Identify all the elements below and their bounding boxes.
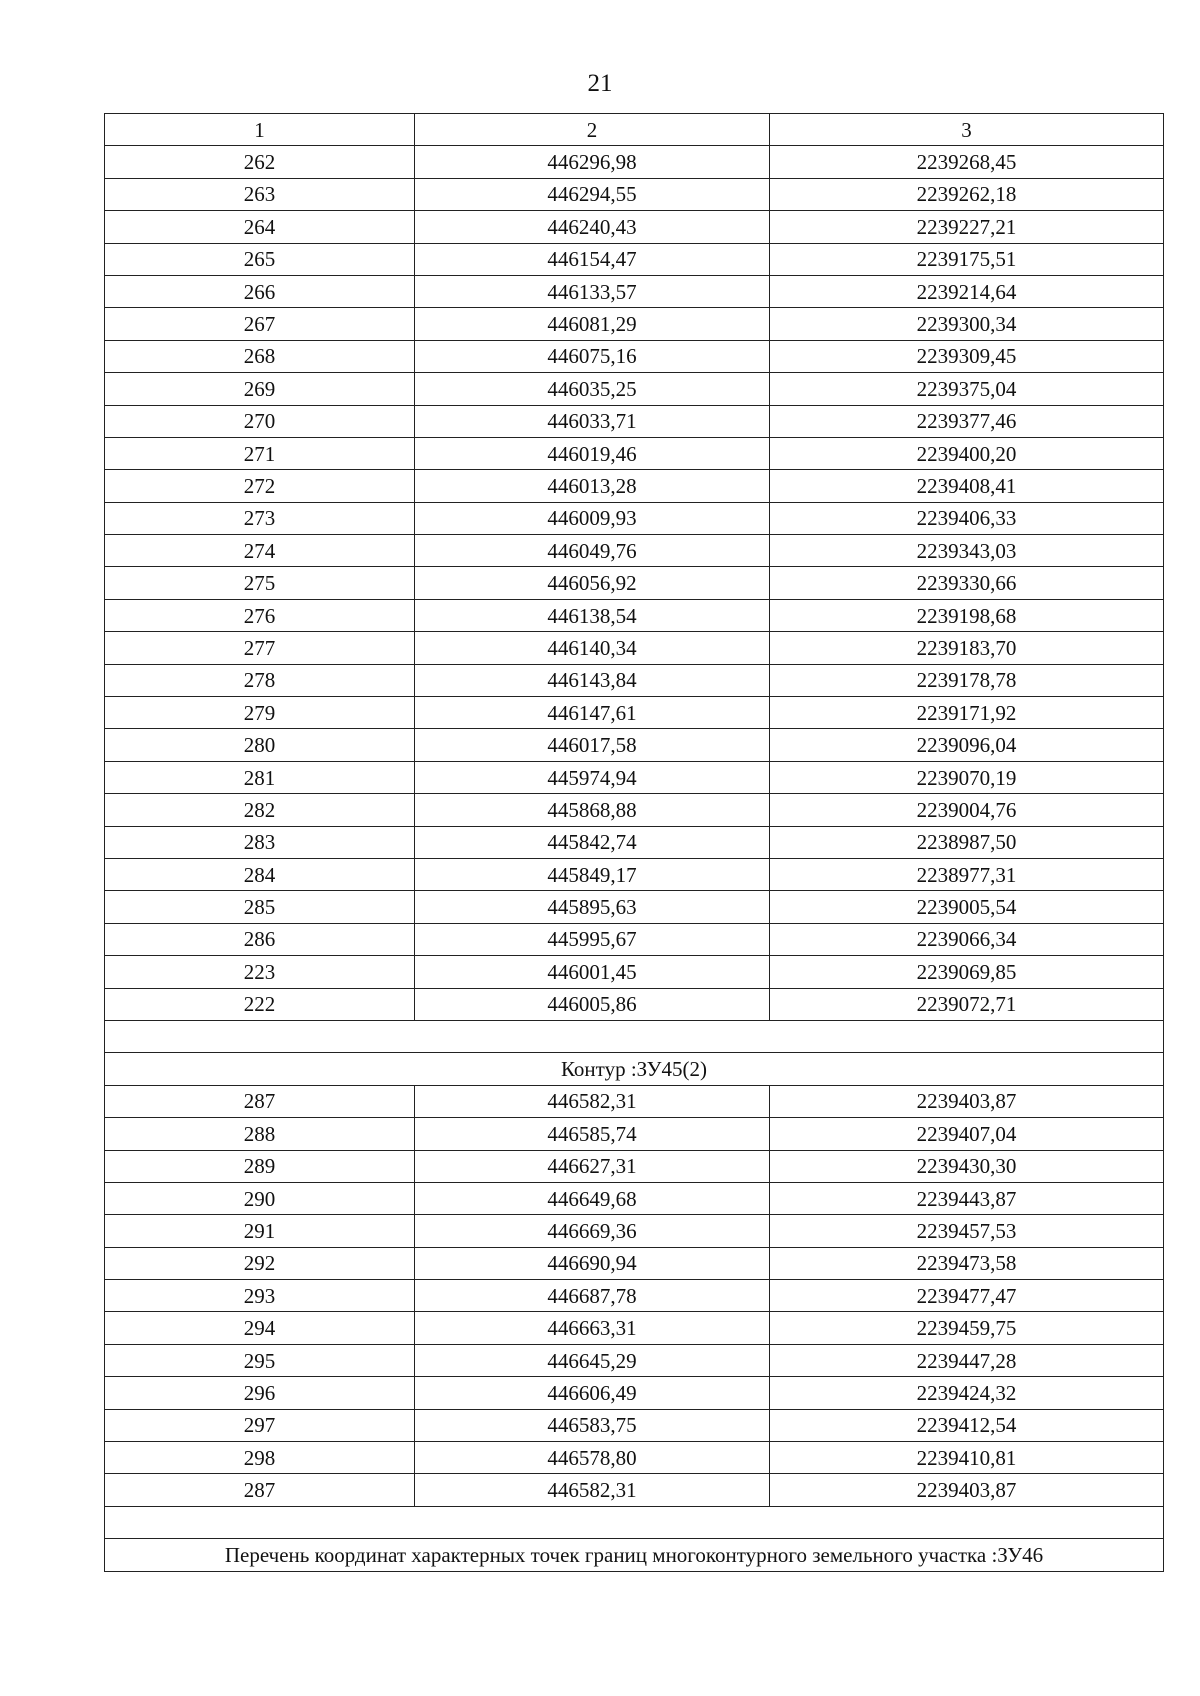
column-header-2: 2: [415, 114, 770, 146]
y-coordinate-cell: 2239072,71: [770, 988, 1164, 1020]
point-number-cell: 296: [105, 1377, 415, 1409]
x-coordinate-cell: 446005,86: [415, 988, 770, 1020]
point-number-cell: 287: [105, 1085, 415, 1117]
table-row: [105, 535, 1164, 567]
y-coordinate-cell: 2239198,68: [770, 599, 1164, 631]
y-coordinate-cell: 2239343,03: [770, 535, 1164, 567]
point-number-cell: 284: [105, 858, 415, 890]
y-coordinate-cell: 2239407,04: [770, 1118, 1164, 1150]
y-coordinate-cell: 2239424,32: [770, 1377, 1164, 1409]
x-coordinate-cell: 446669,36: [415, 1215, 770, 1247]
point-number-cell: 266: [105, 275, 415, 307]
table-row: [105, 1150, 1164, 1182]
x-coordinate-cell: 446133,57: [415, 275, 770, 307]
table-row: [105, 340, 1164, 372]
y-coordinate-cell: 2239070,19: [770, 761, 1164, 793]
table-row: [105, 1215, 1164, 1247]
point-number-cell: 222: [105, 988, 415, 1020]
point-number-cell: 280: [105, 729, 415, 761]
point-number-cell: 223: [105, 956, 415, 988]
point-number-cell: 271: [105, 437, 415, 469]
y-coordinate-cell: 2239268,45: [770, 146, 1164, 178]
y-coordinate-cell: 2239214,64: [770, 275, 1164, 307]
y-coordinate-cell: 2239403,87: [770, 1085, 1164, 1117]
table-row: [105, 826, 1164, 858]
y-coordinate-cell: 2239066,34: [770, 923, 1164, 955]
x-coordinate-cell: 445995,67: [415, 923, 770, 955]
point-number-cell: 262: [105, 146, 415, 178]
point-number-cell: 287: [105, 1474, 415, 1506]
x-coordinate-cell: 446009,93: [415, 502, 770, 534]
table-row: [105, 858, 1164, 890]
y-coordinate-cell: 2239309,45: [770, 340, 1164, 372]
point-number-cell: 289: [105, 1150, 415, 1182]
point-number-cell: 298: [105, 1442, 415, 1474]
point-number-cell: 297: [105, 1409, 415, 1441]
y-coordinate-cell: 2239227,21: [770, 211, 1164, 243]
header-row: [105, 114, 1164, 146]
table-row: [105, 1474, 1164, 1506]
x-coordinate-cell: 446019,46: [415, 437, 770, 469]
point-number-cell: 288: [105, 1118, 415, 1150]
y-coordinate-cell: 2238987,50: [770, 826, 1164, 858]
x-coordinate-cell: 446013,28: [415, 470, 770, 502]
point-number-cell: 294: [105, 1312, 415, 1344]
x-coordinate-cell: 446606,49: [415, 1377, 770, 1409]
table-row: [105, 729, 1164, 761]
y-coordinate-cell: 2239473,58: [770, 1247, 1164, 1279]
x-coordinate-cell: 446140,34: [415, 632, 770, 664]
x-coordinate-cell: 445849,17: [415, 858, 770, 890]
table-row: [105, 1280, 1164, 1312]
point-number-cell: 277: [105, 632, 415, 664]
x-coordinate-cell: 446578,80: [415, 1442, 770, 1474]
table-row: [105, 1118, 1164, 1150]
point-number-cell: 286: [105, 923, 415, 955]
table-row: [105, 794, 1164, 826]
coordinates-table: [104, 113, 1164, 1572]
y-coordinate-cell: 2239004,76: [770, 794, 1164, 826]
x-coordinate-cell: 446147,61: [415, 697, 770, 729]
page-number: 21: [587, 70, 613, 97]
y-coordinate-cell: 2239069,85: [770, 956, 1164, 988]
y-coordinate-cell: 2239459,75: [770, 1312, 1164, 1344]
x-coordinate-cell: 445895,63: [415, 891, 770, 923]
point-number-cell: 274: [105, 535, 415, 567]
table-row: [105, 178, 1164, 210]
y-coordinate-cell: 2239096,04: [770, 729, 1164, 761]
y-coordinate-cell: 2239430,30: [770, 1150, 1164, 1182]
blank-separator: [105, 1506, 1164, 1538]
point-number-cell: 281: [105, 761, 415, 793]
y-coordinate-cell: 2239403,87: [770, 1474, 1164, 1506]
table-row: [105, 891, 1164, 923]
contour-heading-row: [105, 1053, 1164, 1085]
y-coordinate-cell: 2239400,20: [770, 437, 1164, 469]
x-coordinate-cell: 445842,74: [415, 826, 770, 858]
point-number-cell: 283: [105, 826, 415, 858]
x-coordinate-cell: 446690,94: [415, 1247, 770, 1279]
x-coordinate-cell: 446240,43: [415, 211, 770, 243]
table-row: [105, 599, 1164, 631]
x-coordinate-cell: 446585,74: [415, 1118, 770, 1150]
x-coordinate-cell: 446663,31: [415, 1312, 770, 1344]
point-number-cell: 268: [105, 340, 415, 372]
point-number-cell: 291: [105, 1215, 415, 1247]
column-header-1: 1: [105, 114, 415, 146]
point-number-cell: 278: [105, 664, 415, 696]
x-coordinate-cell: 446001,45: [415, 956, 770, 988]
x-coordinate-cell: 446033,71: [415, 405, 770, 437]
x-coordinate-cell: 446296,98: [415, 146, 770, 178]
x-coordinate-cell: 446582,31: [415, 1474, 770, 1506]
x-coordinate-cell: 445974,94: [415, 761, 770, 793]
x-coordinate-cell: 446138,54: [415, 599, 770, 631]
table-row: [105, 1344, 1164, 1376]
table-row: [105, 1377, 1164, 1409]
table-row: [105, 373, 1164, 405]
section-footer-heading: Перечень координат характерных точек границ многоконтурного земельного участка :ЗУ46: [105, 1539, 1164, 1571]
table-row: [105, 437, 1164, 469]
y-coordinate-cell: 2239330,66: [770, 567, 1164, 599]
y-coordinate-cell: 2239171,92: [770, 697, 1164, 729]
table-row: [105, 664, 1164, 696]
x-coordinate-cell: 446081,29: [415, 308, 770, 340]
point-number-cell: 273: [105, 502, 415, 534]
y-coordinate-cell: 2239477,47: [770, 1280, 1164, 1312]
x-coordinate-cell: 446583,75: [415, 1409, 770, 1441]
table-row: [105, 923, 1164, 955]
x-coordinate-cell: 446075,16: [415, 340, 770, 372]
coordinates-table-body: [105, 114, 1164, 1572]
y-coordinate-cell: 2239175,51: [770, 243, 1164, 275]
y-coordinate-cell: 2239178,78: [770, 664, 1164, 696]
x-coordinate-cell: 446687,78: [415, 1280, 770, 1312]
point-number-cell: 265: [105, 243, 415, 275]
table-row: [105, 1312, 1164, 1344]
y-coordinate-cell: 2239183,70: [770, 632, 1164, 664]
point-number-cell: 279: [105, 697, 415, 729]
table-row: [105, 1442, 1164, 1474]
point-number-cell: 285: [105, 891, 415, 923]
table-row: [105, 470, 1164, 502]
point-number-cell: 290: [105, 1182, 415, 1214]
point-number-cell: 264: [105, 211, 415, 243]
table-row: [105, 761, 1164, 793]
point-number-cell: 267: [105, 308, 415, 340]
table-row: [105, 1409, 1164, 1441]
x-coordinate-cell: 446645,29: [415, 1344, 770, 1376]
table-row: [105, 243, 1164, 275]
x-coordinate-cell: 446035,25: [415, 373, 770, 405]
table-row: [105, 632, 1164, 664]
x-coordinate-cell: 446649,68: [415, 1182, 770, 1214]
table-row: [105, 405, 1164, 437]
table-row: [105, 697, 1164, 729]
y-coordinate-cell: 2239406,33: [770, 502, 1164, 534]
section-footer-heading-row: [105, 1539, 1164, 1571]
point-number-cell: 276: [105, 599, 415, 631]
blank-separator: [105, 1020, 1164, 1052]
x-coordinate-cell: 446049,76: [415, 535, 770, 567]
table-row: [105, 567, 1164, 599]
y-coordinate-cell: 2238977,31: [770, 858, 1164, 890]
blank-separator-row: [105, 1506, 1164, 1538]
table-row: [105, 1085, 1164, 1117]
y-coordinate-cell: 2239300,34: [770, 308, 1164, 340]
y-coordinate-cell: 2239262,18: [770, 178, 1164, 210]
table-row: [105, 1247, 1164, 1279]
point-number-cell: 293: [105, 1280, 415, 1312]
table-row: [105, 146, 1164, 178]
x-coordinate-cell: 446627,31: [415, 1150, 770, 1182]
y-coordinate-cell: 2239408,41: [770, 470, 1164, 502]
y-coordinate-cell: 2239375,04: [770, 373, 1164, 405]
y-coordinate-cell: 2239447,28: [770, 1344, 1164, 1376]
point-number-cell: 282: [105, 794, 415, 826]
table-row: [105, 988, 1164, 1020]
table-row: [105, 502, 1164, 534]
y-coordinate-cell: 2239377,46: [770, 405, 1164, 437]
x-coordinate-cell: 446143,84: [415, 664, 770, 696]
x-coordinate-cell: 446582,31: [415, 1085, 770, 1117]
point-number-cell: 272: [105, 470, 415, 502]
point-number-cell: 270: [105, 405, 415, 437]
point-number-cell: 295: [105, 1344, 415, 1376]
x-coordinate-cell: 446017,58: [415, 729, 770, 761]
blank-separator-row: [105, 1020, 1164, 1052]
column-header-3: 3: [770, 114, 1164, 146]
y-coordinate-cell: 2239005,54: [770, 891, 1164, 923]
y-coordinate-cell: 2239412,54: [770, 1409, 1164, 1441]
point-number-cell: 263: [105, 178, 415, 210]
x-coordinate-cell: 446154,47: [415, 243, 770, 275]
point-number-cell: 269: [105, 373, 415, 405]
x-coordinate-cell: 445868,88: [415, 794, 770, 826]
y-coordinate-cell: 2239457,53: [770, 1215, 1164, 1247]
table-row: [105, 275, 1164, 307]
table-row: [105, 211, 1164, 243]
y-coordinate-cell: 2239443,87: [770, 1182, 1164, 1214]
x-coordinate-cell: 446056,92: [415, 567, 770, 599]
table-row: [105, 308, 1164, 340]
contour-heading: Контур :ЗУ45(2): [105, 1053, 1164, 1085]
table-row: [105, 1182, 1164, 1214]
point-number-cell: 292: [105, 1247, 415, 1279]
y-coordinate-cell: 2239410,81: [770, 1442, 1164, 1474]
point-number-cell: 275: [105, 567, 415, 599]
table-row: [105, 956, 1164, 988]
x-coordinate-cell: 446294,55: [415, 178, 770, 210]
